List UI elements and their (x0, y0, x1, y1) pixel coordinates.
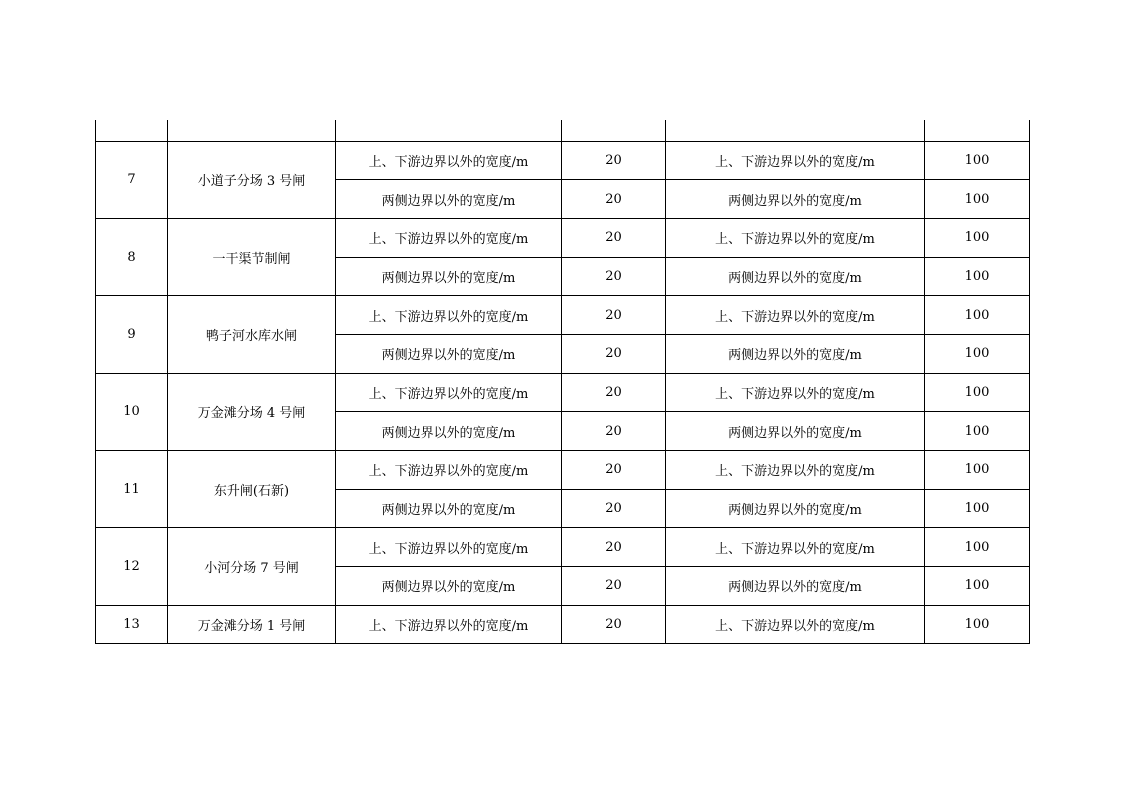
sluice-name-cell: 万金滩分场 4 号闸 (168, 373, 336, 450)
boundary-item-cell: 两侧边界以外的宽度/m (336, 489, 562, 528)
sluice-protection-table (95, 120, 1030, 644)
boundary-item-cell: 上、下游边界以外的宽度/m (336, 451, 562, 490)
sluice-name-cell: 小道子分场 3 号闸 (168, 141, 336, 218)
boundary-item-cell: 上、下游边界以外的宽度/m (336, 528, 562, 567)
sluice-name-cell: 东升闸(石新) (168, 451, 336, 528)
width-value-cell: 20 (562, 296, 666, 335)
boundary-item-cell: 两侧边界以外的宽度/m (666, 180, 925, 219)
row-number-cell: 11 (96, 451, 168, 528)
row-number-cell: 12 (96, 528, 168, 605)
width-value-cell: 100 (925, 528, 1030, 567)
width-value-cell: 20 (562, 218, 666, 257)
width-value-cell: 100 (925, 567, 1030, 606)
width-value-cell: 100 (925, 373, 1030, 412)
sluice-name-cell: 小河分场 7 号闸 (168, 528, 336, 605)
boundary-item-cell: 上、下游边界以外的宽度/m (336, 373, 562, 412)
boundary-item-cell: 上、下游边界以外的宽度/m (336, 141, 562, 180)
width-value-cell: 100 (925, 412, 1030, 451)
table-cell-empty (168, 120, 336, 141)
width-value-cell: 20 (562, 373, 666, 412)
row-number-cell: 9 (96, 296, 168, 373)
width-value-cell: 100 (925, 296, 1030, 335)
sluice-name-cell: 一干渠节制闸 (168, 218, 336, 295)
width-value-cell: 20 (562, 489, 666, 528)
table-row (96, 451, 1030, 490)
boundary-item-cell: 上、下游边界以外的宽度/m (666, 218, 925, 257)
width-value-cell: 20 (562, 141, 666, 180)
row-number-cell: 8 (96, 218, 168, 295)
table-cell-empty (336, 120, 562, 141)
boundary-item-cell: 两侧边界以外的宽度/m (336, 257, 562, 296)
width-value-cell: 100 (925, 218, 1030, 257)
width-value-cell: 20 (562, 334, 666, 373)
sluice-name-cell: 万金滩分场 1 号闸 (168, 605, 336, 644)
width-value-cell: 100 (925, 257, 1030, 296)
boundary-item-cell: 两侧边界以外的宽度/m (336, 334, 562, 373)
width-value-cell: 100 (925, 451, 1030, 490)
width-value-cell: 100 (925, 180, 1030, 219)
row-number-cell: 7 (96, 141, 168, 218)
width-value-cell: 20 (562, 257, 666, 296)
width-value-cell: 20 (562, 528, 666, 567)
boundary-item-cell: 上、下游边界以外的宽度/m (336, 218, 562, 257)
table-cell-empty (666, 120, 925, 141)
boundary-item-cell: 上、下游边界以外的宽度/m (666, 605, 925, 644)
boundary-item-cell: 两侧边界以外的宽度/m (666, 489, 925, 528)
row-number-cell: 13 (96, 605, 168, 644)
boundary-item-cell: 两侧边界以外的宽度/m (666, 257, 925, 296)
table-row (96, 218, 1030, 257)
table-row (96, 605, 1030, 644)
sluice-name-cell: 鸭子河水库水闸 (168, 296, 336, 373)
width-value-cell: 100 (925, 334, 1030, 373)
width-value-cell: 20 (562, 412, 666, 451)
width-value-cell: 20 (562, 605, 666, 644)
table-cell-empty (562, 120, 666, 141)
width-value-cell: 100 (925, 489, 1030, 528)
table-row (96, 296, 1030, 335)
boundary-item-cell: 两侧边界以外的宽度/m (666, 412, 925, 451)
boundary-item-cell: 上、下游边界以外的宽度/m (666, 373, 925, 412)
boundary-item-cell: 两侧边界以外的宽度/m (336, 180, 562, 219)
width-value-cell: 20 (562, 180, 666, 219)
width-value-cell: 100 (925, 605, 1030, 644)
boundary-item-cell: 上、下游边界以外的宽度/m (336, 605, 562, 644)
boundary-item-cell: 两侧边界以外的宽度/m (666, 334, 925, 373)
table-body (96, 120, 1030, 644)
boundary-item-cell: 上、下游边界以外的宽度/m (666, 451, 925, 490)
table-row (96, 373, 1030, 412)
boundary-item-cell: 上、下游边界以外的宽度/m (666, 528, 925, 567)
table-cell-empty (925, 120, 1030, 141)
boundary-item-cell: 上、下游边界以外的宽度/m (666, 141, 925, 180)
boundary-item-cell: 两侧边界以外的宽度/m (666, 567, 925, 606)
boundary-item-cell: 上、下游边界以外的宽度/m (666, 296, 925, 335)
boundary-item-cell: 两侧边界以外的宽度/m (336, 567, 562, 606)
width-value-cell: 20 (562, 567, 666, 606)
boundary-item-cell: 两侧边界以外的宽度/m (336, 412, 562, 451)
table-row (96, 528, 1030, 567)
width-value-cell: 100 (925, 141, 1030, 180)
table-cell-empty (96, 120, 168, 141)
table-row (96, 141, 1030, 180)
table-row-continued (96, 120, 1030, 141)
width-value-cell: 20 (562, 451, 666, 490)
row-number-cell: 10 (96, 373, 168, 450)
boundary-item-cell: 上、下游边界以外的宽度/m (336, 296, 562, 335)
